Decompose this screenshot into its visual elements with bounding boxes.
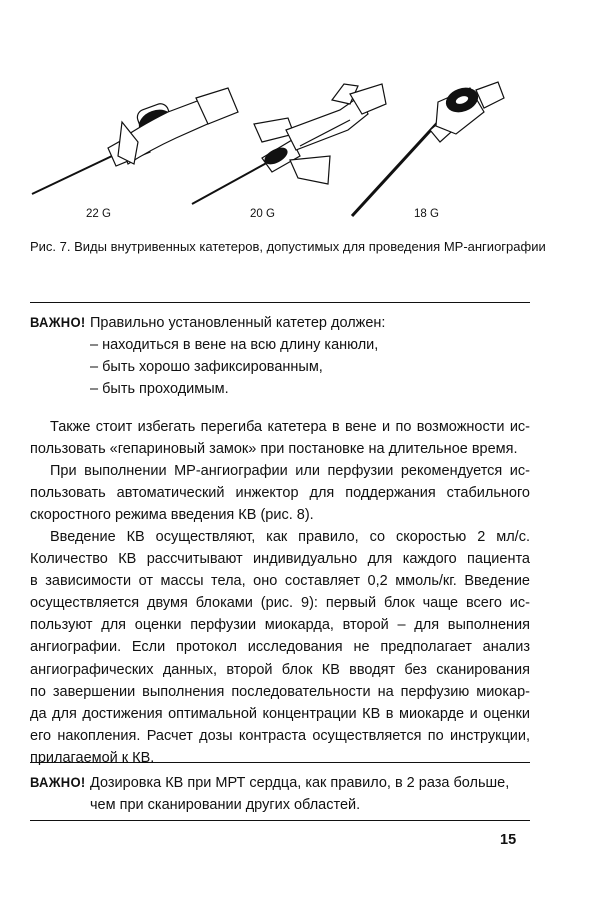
paragraph-line: Введение КВ осуществляют, как правило, со скоростью 2 мл/с. <box>50 529 530 545</box>
paragraph-line: да для достижения оптимальной концентрации КВ в миокарде и оценки <box>30 705 530 722</box>
important-body <box>90 312 540 400</box>
page-number: 15 <box>500 832 517 848</box>
important-label: ВАЖНО! <box>30 774 86 791</box>
paragraph-line: по завершении выполнения последовательности на перфузию миокар- <box>30 683 530 700</box>
paragraph-line: в зависимости от массы тела, оно составляет 0,2 ммоль/кг. Введение <box>30 573 530 590</box>
rule-bottom <box>30 820 530 821</box>
paragraph-line: прилагаемой к КВ. <box>30 749 155 766</box>
paragraph-line: При выполнении МР-ангиографии или перфузии рекомендуется ис- <box>50 463 530 479</box>
paragraph-1 <box>30 416 530 460</box>
bullet-list <box>90 334 540 400</box>
important-label: ВАЖНО! <box>30 314 86 331</box>
list-item: – находиться в вене на всю длину канюли, <box>90 337 379 353</box>
figure-label-18g: 18 G <box>414 208 439 220</box>
paragraph-line: пользовать автоматический инжектор для поддержания стабильного <box>30 485 530 502</box>
figure-label-22g: 22 G <box>86 208 111 220</box>
important-line: чем при сканировании других областей. <box>90 797 361 813</box>
important-body <box>90 772 540 816</box>
list-item: – быть хорошо зафиксированным, <box>90 359 323 375</box>
paragraph-line: пользуют для оценки перфузии миокарда, второй – для выполнения <box>30 617 530 634</box>
catheter-figure <box>0 60 590 230</box>
figure-caption: Рис. 7. Виды внутривенных катетеров, допустимых для проведения МР-ангиографии <box>30 239 546 254</box>
catheter-22g-drawing <box>32 88 238 194</box>
rule-top-2 <box>30 762 530 763</box>
paragraph-line: Количество КВ рассчитывают индивидуально для каждого пациента <box>30 551 530 568</box>
paragraph-3 <box>30 526 530 769</box>
important-line: Дозировка КВ при МРТ сердца, как правило, в 2 раза больше, <box>90 775 510 791</box>
paragraph-line: ангиографии. Если протокол исследования не предполагает анализ <box>30 639 530 656</box>
paragraph-line: его накопления. Расчет дозы контраста осуществляется по инструкции, <box>30 727 530 744</box>
list-item: – быть проходимым. <box>90 381 229 397</box>
catheter-illustration <box>0 60 590 220</box>
paragraph-2 <box>30 460 530 526</box>
paragraph-line: скоростного режима введения КВ (рис. 8). <box>30 507 314 524</box>
paragraph-line: осуществляется двумя блоками (рис. 9): первый блок чаще всего ис- <box>30 595 530 612</box>
important-intro: Правильно установленный катетер должен: <box>90 315 386 331</box>
paragraph-line: ангиографических данных, второй блок КВ вводят без сканирования <box>30 661 530 678</box>
paragraph-line: пользовать «гепариновый замок» при постановке на длительное время. <box>30 441 518 458</box>
paragraph-line: Также стоит избегать перегиба катетера в вене и по возможности ис- <box>50 419 530 435</box>
figure-label-20g: 20 G <box>250 208 275 220</box>
rule-top-1 <box>30 302 530 303</box>
